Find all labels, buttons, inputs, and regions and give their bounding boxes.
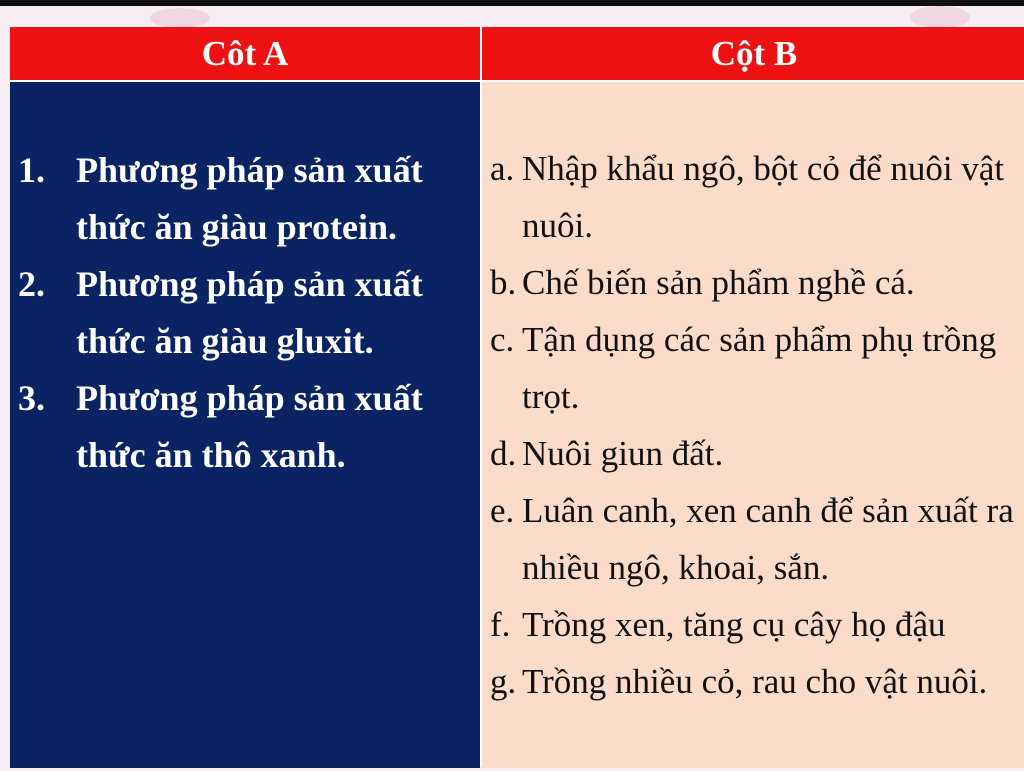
- column-b-item: [482, 653, 1024, 710]
- column-b-item: [482, 482, 1024, 596]
- background-decoration: [910, 6, 970, 28]
- item-text: Chế biến sản phẩm nghề cá.: [522, 263, 915, 302]
- item-letter: a.: [490, 149, 515, 188]
- matching-table: [10, 27, 1024, 766]
- item-letter: f.: [490, 605, 511, 644]
- item-text: Trồng xen, tăng cụ cây họ đậu: [522, 605, 946, 644]
- item-text: Luân canh, xen canh để sản xuất ra nhiều ngô, khoai, sắn.: [522, 491, 1014, 587]
- column-b-item: [482, 254, 1024, 311]
- column-b-item: [482, 140, 1024, 254]
- item-number: 2.: [18, 264, 45, 304]
- background-decoration: [150, 8, 210, 28]
- item-letter: e.: [490, 491, 515, 530]
- column-b-header: Cột B: [482, 27, 1024, 80]
- item-text: Tận dụng các sản phẩm phụ trồng trọt.: [522, 320, 997, 416]
- column-b-item: [482, 311, 1024, 425]
- column-b: [482, 82, 1024, 768]
- item-text: Nuôi giun đất.: [522, 434, 724, 473]
- item-letter: d.: [490, 434, 517, 473]
- item-number: 1.: [18, 150, 45, 190]
- item-number: 3.: [18, 378, 45, 418]
- item-text: Phương pháp sản xuất thức ăn giàu gluxit.: [76, 264, 423, 361]
- column-a-header: Côt A: [10, 27, 480, 80]
- item-letter: c.: [490, 320, 515, 359]
- item-text: Phương pháp sản xuất thức ăn thô xanh.: [76, 378, 423, 475]
- item-letter: g.: [490, 662, 517, 701]
- column-b-item: [482, 425, 1024, 482]
- column-a: [10, 82, 480, 768]
- top-bar: [0, 0, 1024, 6]
- column-a-item: [10, 142, 480, 256]
- item-letter: b.: [490, 263, 517, 302]
- column-a-item: [10, 370, 480, 484]
- item-text: Phương pháp sản xuất thức ăn giàu protein.: [76, 150, 423, 247]
- column-a-item: [10, 256, 480, 370]
- column-b-item: [482, 596, 1024, 653]
- item-text: Nhập khẩu ngô, bột cỏ để nuôi vật nuôi.: [522, 149, 1005, 245]
- item-text: Trồng nhiều cỏ, rau cho vật nuôi.: [522, 662, 988, 701]
